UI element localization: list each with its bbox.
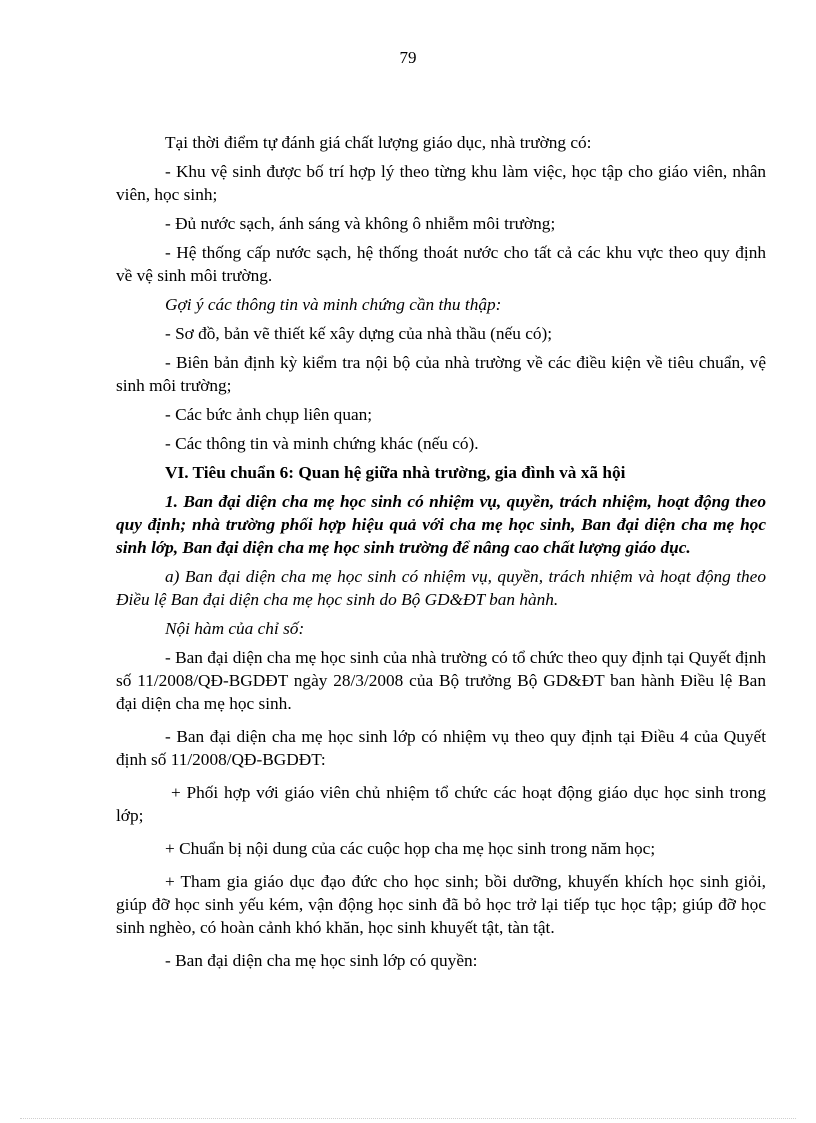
paragraph-intro: Tại thời điểm tự đánh giá chất lượng giáo dục, nhà trường có: bbox=[165, 133, 592, 152]
document-body bbox=[116, 131, 766, 982]
list-item-inspection-records: - Biên bản định kỳ kiểm tra nội bộ của nhà trường về các điều kiện về tiêu chuẩn, vệ sinh môi trường; bbox=[116, 353, 766, 395]
list-item-sanitation-areas: - Khu vệ sinh được bố trí hợp lý theo từng khu làm việc, học tập cho giáo viên, nhân viên, học sinh; bbox=[116, 162, 766, 204]
evidence-suggestion-heading: Gợi ý các thông tin và minh chứng cần thu thập: bbox=[165, 295, 502, 314]
list-item-construction-drawings: - Sơ đồ, bản vẽ thiết kế xây dựng của nhà thầu (nếu có); bbox=[165, 324, 553, 343]
list-item-clean-water-light: - Đủ nước sạch, ánh sáng và không ô nhiễm môi trường; bbox=[165, 214, 556, 233]
list-item-class-board-rights: - Ban đại diện cha mẹ học sinh lớp có quyền: bbox=[165, 951, 478, 970]
list-item-parent-board-organization: - Ban đại diện cha mẹ học sinh của nhà trường có tổ chức theo quy định tại Quyết định số 11/2008/QĐ-BGDĐT ngày 28/3/2008 của Bộ trưởng Bộ GD&ĐT ban hành Điều lệ Ban đại diện cha mẹ học sinh. bbox=[116, 648, 766, 713]
sub-item-prepare-meetings: + Chuẩn bị nội dung của các cuộc họp cha mẹ học sinh trong năm học; bbox=[165, 839, 656, 858]
indicator-content-heading: Nội hàm của chỉ số: bbox=[165, 619, 305, 638]
indicator-a: a) Ban đại diện cha mẹ học sinh có nhiệm vụ, quyền, trách nhiệm và hoạt động theo Điều lệ Ban đại diện cha mẹ học sinh do Bộ GD&ĐT ban hành. bbox=[116, 567, 766, 609]
sub-item-moral-education: + Tham gia giáo dục đạo đức cho học sinh; bồi dưỡng, khuyến khích học sinh giỏi, giúp đỡ học sinh yếu kém, vận động học sinh đã bỏ học trở lại tiếp tục học tập; giúp đỡ học sinh nghèo, có hoàn cảnh khó khăn, học sinh khuyết tật, tàn tật. bbox=[116, 872, 766, 937]
list-item-photos: - Các bức ảnh chụp liên quan; bbox=[165, 405, 373, 424]
criterion-heading-1: 1. Ban đại diện cha mẹ học sinh có nhiệm vụ, quyền, trách nhiệm, hoạt động theo quy định; nhà trường phối hợp hiệu quả với cha mẹ học sinh, Ban đại diện cha mẹ học sinh lớp, Ban đại diện cha mẹ học sinh trường để nâng cao chất lượng giáo dục. bbox=[116, 492, 766, 557]
list-item-water-system: - Hệ thống cấp nước sạch, hệ thống thoát nước cho tất cả các khu vực theo quy định về vệ sinh môi trường. bbox=[116, 243, 766, 285]
list-item-other-evidence: - Các thông tin và minh chứng khác (nếu có). bbox=[165, 434, 479, 453]
page-bottom-divider bbox=[20, 1118, 796, 1119]
list-item-class-board-duties: - Ban đại diện cha mẹ học sinh lớp có nhiệm vụ theo quy định tại Điều 4 của Quyết định số 11/2008/QĐ-BGDĐT: bbox=[116, 727, 766, 769]
section-heading-standard-6: VI. Tiêu chuẩn 6: Quan hệ giữa nhà trường, gia đình và xã hội bbox=[165, 463, 626, 482]
sub-item-coordinate-teacher: + Phối hợp với giáo viên chủ nhiệm tổ chức các hoạt động giáo dục học sinh trong lớp; bbox=[116, 783, 766, 825]
page-number: 79 bbox=[399, 48, 417, 67]
